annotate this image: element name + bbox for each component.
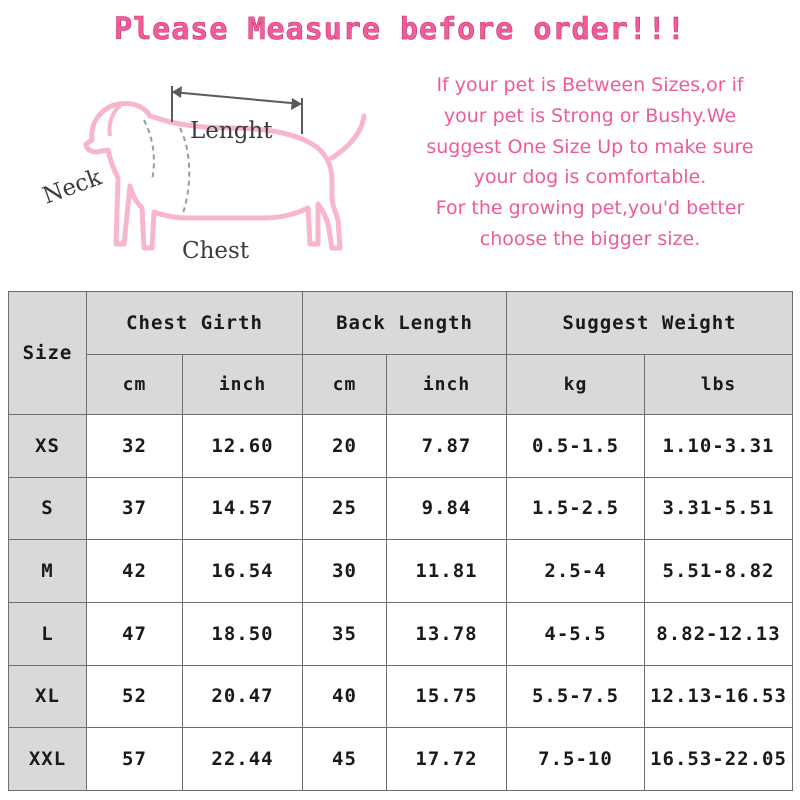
sizing-note-line-4: your dog is comfortable. <box>473 166 707 189</box>
table-row <box>9 477 793 540</box>
cell-back-inch: 11.81 <box>387 540 507 603</box>
header-back-cm: cm <box>303 354 387 414</box>
table-row <box>9 540 793 603</box>
cell-back-inch: 17.72 <box>387 728 507 791</box>
cell-weight-lbs: 1.10-3.31 <box>645 414 793 477</box>
cell-chest-cm: 47 <box>87 602 183 665</box>
cell-weight-lbs: 3.31-5.51 <box>645 477 793 540</box>
cell-back-cm: 30 <box>303 540 387 603</box>
label-length: Lenght <box>190 118 273 144</box>
table-row <box>9 665 793 728</box>
header-weight-kg: kg <box>507 354 645 414</box>
page-title: Please Measure before order!!! <box>114 12 686 47</box>
size-table-wrapper <box>8 291 792 791</box>
table-row <box>9 414 793 477</box>
cell-weight-kg: 7.5-10 <box>507 728 645 791</box>
header-size: Size <box>9 292 87 415</box>
label-chest: Chest <box>182 238 250 264</box>
sizing-note-line-3: suggest One Size Up to make sure <box>426 135 754 158</box>
cell-weight-kg: 4-5.5 <box>507 602 645 665</box>
cell-chest-cm: 42 <box>87 540 183 603</box>
cell-size: M <box>9 540 87 603</box>
cell-chest-inch: 18.50 <box>183 602 303 665</box>
cell-chest-cm: 57 <box>87 728 183 791</box>
cell-chest-cm: 32 <box>87 414 183 477</box>
cell-size: XL <box>9 665 87 728</box>
cell-size: L <box>9 602 87 665</box>
cell-weight-kg: 5.5-7.5 <box>507 665 645 728</box>
cell-size: XS <box>9 414 87 477</box>
cell-weight-kg: 0.5-1.5 <box>507 414 645 477</box>
cell-back-cm: 20 <box>303 414 387 477</box>
dog-measurement-illustration <box>20 48 380 288</box>
cell-chest-inch: 22.44 <box>183 728 303 791</box>
header-chest-inch: inch <box>183 354 303 414</box>
sizing-note <box>390 70 790 255</box>
cell-weight-lbs: 8.82-12.13 <box>645 602 793 665</box>
cell-weight-lbs: 16.53-22.05 <box>645 728 793 791</box>
cell-weight-lbs: 12.13-16.53 <box>645 665 793 728</box>
header-suggest-weight: Suggest Weight <box>507 292 793 355</box>
cell-back-inch: 13.78 <box>387 602 507 665</box>
table-row <box>9 602 793 665</box>
label-neck: Neck <box>39 164 106 210</box>
cell-chest-inch: 20.47 <box>183 665 303 728</box>
sizing-note-line-5: For the growing pet,you'd better <box>435 197 745 220</box>
cell-back-cm: 25 <box>303 477 387 540</box>
header-weight-lbs: lbs <box>645 354 793 414</box>
cell-size: S <box>9 477 87 540</box>
cell-chest-cm: 37 <box>87 477 183 540</box>
cell-back-inch: 15.75 <box>387 665 507 728</box>
cell-back-inch: 7.87 <box>387 414 507 477</box>
table-row <box>9 728 793 791</box>
header-chest-girth: Chest Girth <box>87 292 303 355</box>
cell-weight-kg: 2.5-4 <box>507 540 645 603</box>
header-back-inch: inch <box>387 354 507 414</box>
cell-back-inch: 9.84 <box>387 477 507 540</box>
cell-chest-inch: 14.57 <box>183 477 303 540</box>
sizing-note-line-2: your pet is Strong or Bushy.We <box>443 104 737 127</box>
cell-chest-inch: 12.60 <box>183 414 303 477</box>
cell-weight-lbs: 5.51-8.82 <box>645 540 793 603</box>
table-header-units <box>9 354 793 414</box>
cell-weight-kg: 1.5-2.5 <box>507 477 645 540</box>
header-back-length: Back Length <box>303 292 507 355</box>
size-table <box>8 291 793 791</box>
sizing-note-line-1: If your pet is Between Sizes,or if <box>436 74 744 96</box>
cell-back-cm: 45 <box>303 728 387 791</box>
header-chest-cm: cm <box>87 354 183 414</box>
cell-size: XXL <box>9 728 87 791</box>
cell-back-cm: 35 <box>303 602 387 665</box>
cell-back-cm: 40 <box>303 665 387 728</box>
table-header-groups <box>9 292 793 355</box>
cell-chest-cm: 52 <box>87 665 183 728</box>
cell-chest-inch: 16.54 <box>183 540 303 603</box>
sizing-note-line-6: choose the bigger size. <box>479 227 701 250</box>
